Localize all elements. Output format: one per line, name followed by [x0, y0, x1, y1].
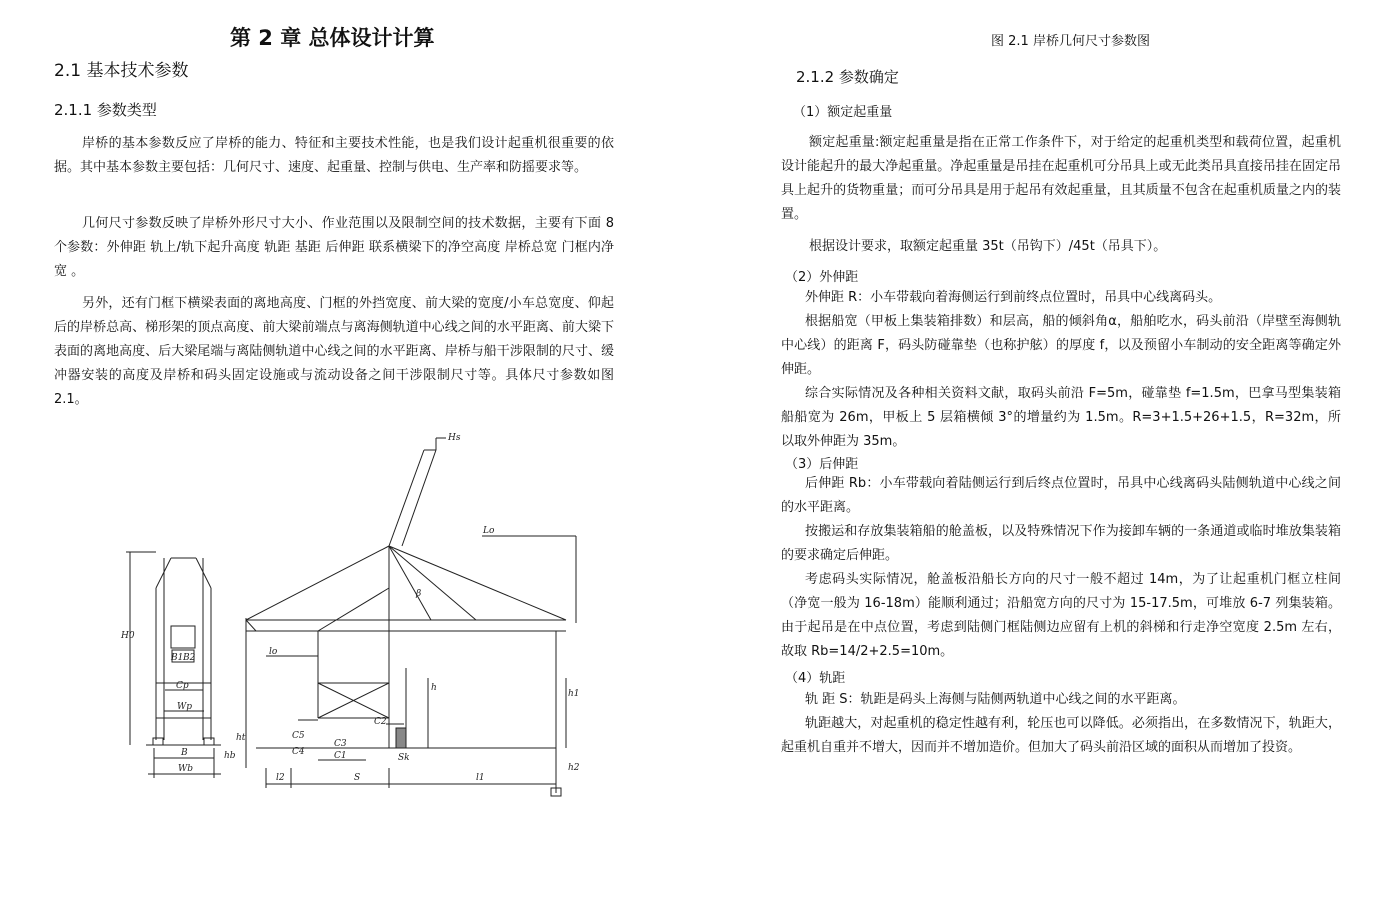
- label-s: S: [354, 773, 361, 783]
- paragraph: 综合实际情况及各种相关资料文献，取码头前沿 F=5m，碰靠垫 f=1.5m，巴拿马型集装箱船船宽为 26m，甲板上 5 层箱横倾 3°的增量约为 1.5m。R=3+1.5+26+1.5，R=32m，所以取外伸距为 35m。: [781, 386, 1341, 449]
- paragraph: 外伸距 R：小车带载向着海侧运行到前终点位置时，吊具中心线离码头。: [805, 290, 1222, 305]
- label-h1: h1: [568, 689, 580, 699]
- item-title: （2）外伸距: [785, 270, 859, 285]
- label-hs: Hs: [448, 433, 461, 443]
- crane-dimension-figure: [86, 428, 588, 800]
- paragraph: 岸桥的基本参数反应了岸桥的能力、特征和主要技术性能，也是我们设计起重机很重要的依据。其中基本参数主要包括：几何尺寸、速度、起重量、控制与供电、生产率和防摇要求等。: [54, 136, 614, 175]
- paragraph: 根据船宽（甲板上集装箱排数）和层高，船的倾斜角α，船舶吃水，码头前沿（岸壁至海侧轨中心线）的距离 F，码头防碰靠垫（也称护舷）的厚度 f，以及预留小车制动的安全距离等确定外伸距。: [781, 314, 1341, 377]
- label-b1: B1: [171, 653, 184, 663]
- label-beta: β: [416, 589, 422, 599]
- label-c2: C2: [374, 717, 387, 727]
- paragraph: 另外，还有门框下横梁表面的离地高度、门框的外挡宽度、前大梁的宽度/小车总宽度、仰起后的岸桥总高、梯形架的顶点高度、前大梁前端点与离海侧轨道中心线之间的水平距离、前大梁下表面的离地高度、后大梁尾端与离陆侧轨道中心线之间的水平距离、岸桥与船干涉限制的尺寸、缓冲器安装的高度及岸桥和码头固定设施或与流动设备之间干涉限制尺寸等。具体尺寸参数如图 2.1。: [54, 296, 614, 407]
- label-l2: l2: [276, 773, 285, 783]
- label-cp: Cp: [176, 681, 189, 691]
- label-h0: H0: [121, 631, 135, 641]
- label-c4: C4: [292, 747, 305, 757]
- paragraph: 几何尺寸参数反映了岸桥外形尺寸大小、作业范围以及限制空间的技术数据，主要有下面 8 个参数：外伸距 轨上/轨下起升高度 轨距 基距 后伸距 联系横梁下的净空高度 岸桥总宽 门框内净宽 。: [54, 216, 614, 279]
- label-wp: Wp: [177, 702, 193, 712]
- label-sk: Sk: [398, 753, 410, 763]
- label-hb: hb: [224, 751, 236, 761]
- item-title: （3）后伸距: [785, 457, 859, 472]
- label-h2: h2: [568, 763, 580, 773]
- section-title: 2.1 基本技术参数: [54, 61, 189, 81]
- label-lo: Lo: [483, 526, 495, 536]
- label-wb: Wb: [178, 764, 194, 774]
- chapter-title: 第 2 章 总体设计计算: [230, 26, 435, 50]
- subsection-title: 2.1.2 参数确定: [796, 68, 899, 86]
- subsection-title: 2.1.1 参数类型: [54, 101, 157, 119]
- end-view-frame: [146, 558, 221, 745]
- label-b2: B2: [183, 653, 196, 663]
- label-b: B: [181, 748, 188, 758]
- paragraph: 根据设计要求，取额定起重量 35t（吊钩下）/45t（吊具下）。: [809, 239, 1167, 254]
- label-l1: l1: [476, 773, 485, 783]
- paragraph: 按搬运和存放集装箱船的舱盖板，以及特殊情况下作为接卸车辆的一条通道或临时堆放集装箱的要求确定后伸距。: [781, 524, 1341, 563]
- paragraph: 后伸距 Rb：小车带载向着陆侧运行到后终点位置时，吊具中心线离码头陆侧轨道中心线之间的水平距离。: [781, 476, 1341, 515]
- item-title: （4）轨距: [785, 671, 846, 686]
- label-ht: ht: [236, 733, 246, 743]
- paragraph: 轨 距 S：轨距是码头上海侧与陆侧两轨道中心线之间的水平距离。: [805, 692, 1186, 707]
- label-c3: C3: [334, 739, 347, 749]
- item-title: （1）额定起重量: [793, 105, 893, 120]
- paragraph: 轨距越大，对起重机的稳定性越有利，轮压也可以降低。必须指出，在多数情况下，轨距大，起重机自重并不增大，因而并不增加造价。但加大了码头前沿区域的面积从而增加了投资。: [781, 716, 1341, 755]
- paragraph: 额定起重量:额定起重量是指在正常工作条件下，对于给定的起重机类型和载荷位置，起重机设计能起升的最大净起重量。净起重量是吊挂在起重机可分吊具上或无此类吊具直接吊挂在固定吊具上起升的货物重量；而可分吊具是用于起吊有效起重量，且其质量不包含在起重机质量之内的装置。: [781, 135, 1341, 222]
- label-h: h: [431, 683, 437, 693]
- label-ls: lo: [269, 647, 278, 657]
- label-c1: C1: [334, 751, 347, 761]
- label-c5: C5: [292, 731, 305, 741]
- paragraph: 考虑码头实际情况，舱盖板沿船长方向的尺寸一般不超过 14m，为了让起重机门框立柱间（净宽一般为 16-18m）能顺利通过；沿船宽方向的尺寸为 15-17.5m，可堆放 6-7 列集装箱。由于起吊是在中点位置，考虑到陆侧门框陆侧边应留有上机的斜梯和行走净空宽度 2.5m 左右，故取 Rb=14/2+2.5=10m。: [781, 572, 1341, 659]
- figure-caption: 图 2.1 岸桥几何尺寸参数图: [991, 34, 1150, 49]
